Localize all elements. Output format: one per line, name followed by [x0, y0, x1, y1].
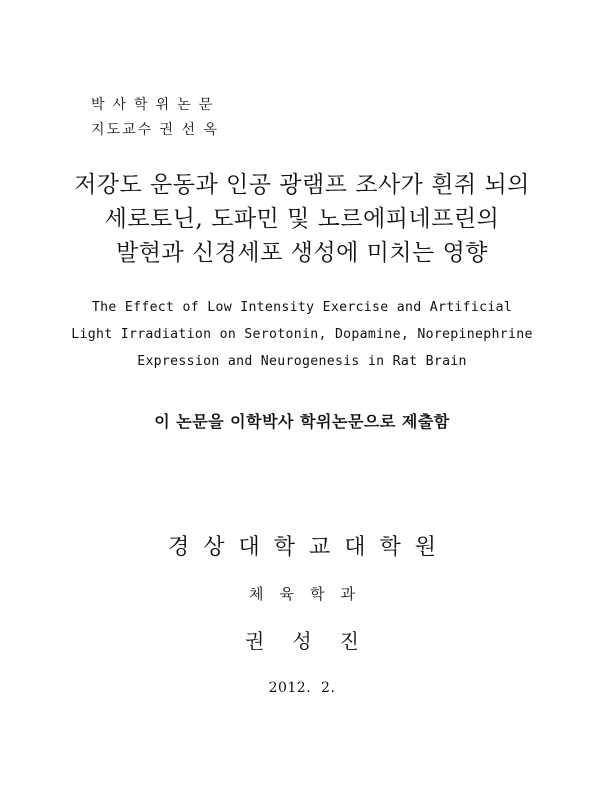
department: 체육학과 — [249, 585, 371, 603]
korean-title — [0, 168, 604, 270]
english-title-line-2: Light Irradiation on Serotonin, Dopamine, Norepinephrine — [71, 327, 533, 342]
submission-date: 2012. 2. — [268, 680, 336, 696]
english-title-line-3: Expression and Neurogenesis in Rat Brain — [137, 354, 467, 369]
korean-title-line-3: 발현과 신경세포 생성에 미치는 영향 — [115, 240, 488, 266]
korean-title-line-1: 저강도 운동과 인공 광램프 조사가 흰쥐 뇌의 — [74, 172, 530, 198]
korean-title-line-2: 세로토닌, 도파민 및 노르에피네프린의 — [104, 206, 500, 232]
advisor-line: 지도교수 권 선 옥 — [91, 122, 220, 138]
degree-label: 박사학위논문 — [91, 97, 221, 113]
author-name: 권성진 — [245, 629, 387, 653]
submission-statement: 이 논문을 이학박사 학위논문으로 제출함 — [154, 412, 450, 431]
english-title — [0, 294, 604, 375]
graduate-school: 경상대학교대학원 — [167, 535, 451, 560]
english-title-line-1: The Effect of Low Intensity Exercise and Artificial — [91, 300, 513, 315]
